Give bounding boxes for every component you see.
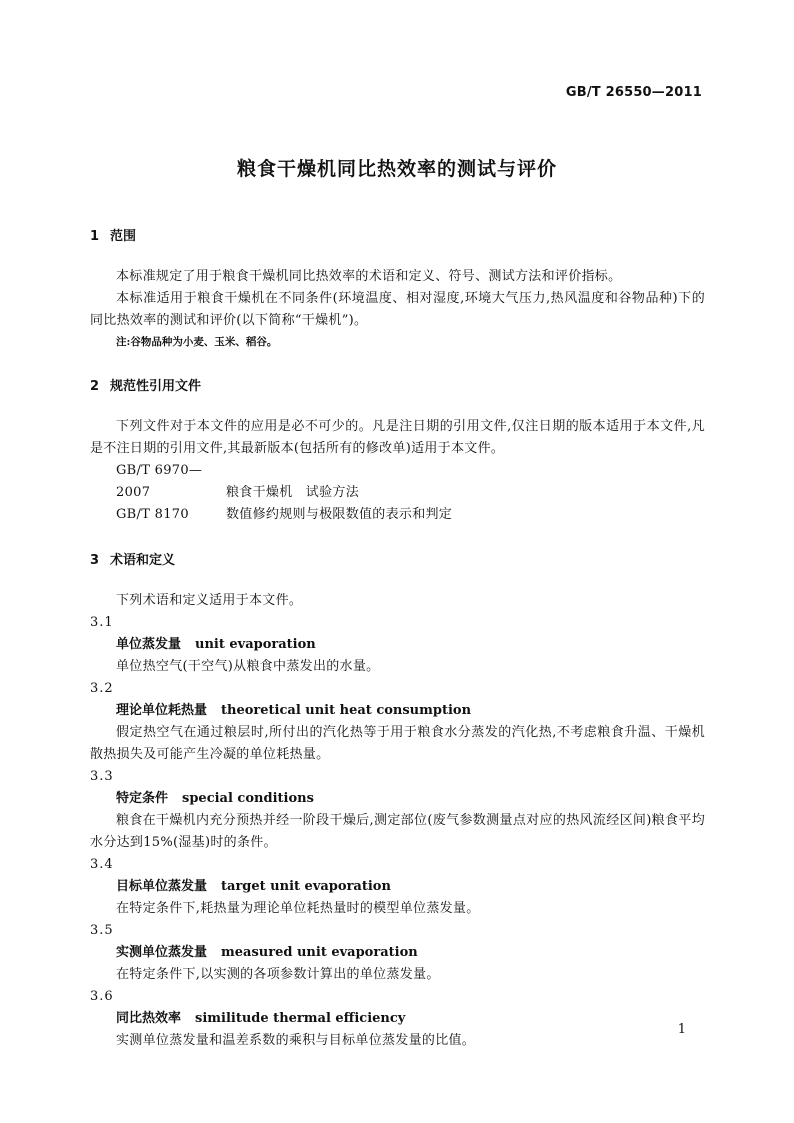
reference-item bbox=[90, 460, 705, 504]
section-2-heading bbox=[90, 376, 705, 398]
term-number: 3.5 bbox=[90, 923, 114, 938]
term-entry bbox=[90, 854, 705, 920]
term-entry bbox=[90, 986, 705, 1052]
section-number: 3 bbox=[90, 553, 100, 568]
terms-intro: 下列术语和定义适用于本文件。 bbox=[116, 593, 303, 608]
document-title: 粮食干燥机同比热效率的测试与评价 bbox=[236, 158, 557, 180]
scope-paragraph-1: 本标准规定了用于粮食干燥机同比热效率的术语和定义、符号、测试方法和评价指标。 bbox=[116, 269, 622, 284]
term-name-cn: 单位蒸发量 bbox=[116, 637, 182, 652]
term-name bbox=[90, 876, 705, 898]
term-name bbox=[90, 788, 705, 810]
section-title: 规范性引用文件 bbox=[110, 379, 202, 394]
references-paragraph: 下列文件对于本文件的应用是必不可少的。凡是注日期的引用文件,仅注日期的版本适用于本文件,凡是不注日期的引用文件,其最新版本(包括所有的修改单)适用于本文件。 bbox=[90, 419, 705, 456]
scope-note: 注:谷物品种为小麦、玉米、稻谷。 bbox=[116, 336, 278, 348]
term-name-cn: 理论单位耗热量 bbox=[116, 703, 208, 718]
standard-code: GB/T 26550—2011 bbox=[565, 85, 702, 100]
term-definition: 实测单位蒸发量和温差系数的乘积与目标单位蒸发量的比值。 bbox=[116, 1033, 476, 1048]
term-entry bbox=[90, 612, 705, 678]
section-1-heading bbox=[90, 226, 705, 248]
section-title: 术语和定义 bbox=[110, 553, 176, 568]
term-name bbox=[90, 942, 705, 964]
term-definition: 假定热空气在通过粮层时,所付出的汽化热等于用于粮食水分蒸发的汽化热,不考虑粮食升温、干燥机散热损失及可能产生冷凝的单位耗热量。 bbox=[90, 725, 705, 762]
term-number: 3.4 bbox=[90, 857, 114, 872]
term-number: 3.3 bbox=[90, 769, 114, 784]
term-name bbox=[90, 634, 705, 656]
reference-code: GB/T 8170 bbox=[116, 507, 189, 522]
term-name-cn: 实测单位蒸发量 bbox=[116, 945, 208, 960]
section-number: 1 bbox=[90, 229, 100, 244]
term-name-cn: 同比热效率 bbox=[116, 1011, 182, 1026]
term-definition: 粮食在干燥机内充分预热并经一阶段干燥后,测定部位(废气参数测量点对应的热风流经区间)粮食平均水分达到15%(湿基)时的条件。 bbox=[90, 813, 705, 850]
term-number: 3.1 bbox=[90, 615, 114, 630]
term-definition: 单位热空气(干空气)从粮食中蒸发出的水量。 bbox=[116, 659, 380, 674]
term-name-cn: 目标单位蒸发量 bbox=[116, 879, 208, 894]
term-name bbox=[90, 700, 705, 722]
term-name-en: target unit evaporation bbox=[221, 879, 391, 894]
section-3-heading bbox=[90, 550, 705, 572]
term-name-cn: 特定条件 bbox=[116, 791, 169, 806]
term-name-en: measured unit evaporation bbox=[221, 945, 418, 960]
reference-item bbox=[90, 504, 705, 526]
term-name-en: special conditions bbox=[182, 791, 314, 806]
term-entry bbox=[90, 766, 705, 854]
scope-paragraph-2: 本标准适用于粮食干燥机在不同条件(环境温度、相对湿度,环境大气压力,热风温度和谷物品种)下的同比热效率的测试和评价(以下简称“干燥机”)。 bbox=[90, 291, 705, 328]
term-name-en: unit evaporation bbox=[195, 637, 316, 652]
term-name bbox=[90, 1008, 705, 1030]
term-entry bbox=[90, 678, 705, 766]
section-number: 2 bbox=[90, 379, 100, 394]
document-body bbox=[90, 226, 705, 1052]
term-number: 3.6 bbox=[90, 989, 114, 1004]
page-number: 1 bbox=[677, 1022, 686, 1037]
term-number: 3.2 bbox=[90, 681, 114, 696]
term-definition: 在特定条件下,耗热量为理论单位耗热量时的模型单位蒸发量。 bbox=[116, 901, 480, 916]
term-name-en: similitude thermal efficiency bbox=[195, 1011, 406, 1026]
term-name-en: theoretical unit heat consumption bbox=[221, 703, 472, 718]
section-title: 范围 bbox=[110, 229, 137, 244]
term-entry bbox=[90, 920, 705, 986]
term-definition: 在特定条件下,以实测的各项参数计算出的单位蒸发量。 bbox=[116, 967, 440, 982]
reference-code: GB/T 6970—2007 bbox=[116, 463, 203, 500]
reference-title: 粮食干燥机 试验方法 bbox=[226, 485, 360, 500]
reference-title: 数值修约规则与极限数值的表示和判定 bbox=[226, 507, 453, 522]
